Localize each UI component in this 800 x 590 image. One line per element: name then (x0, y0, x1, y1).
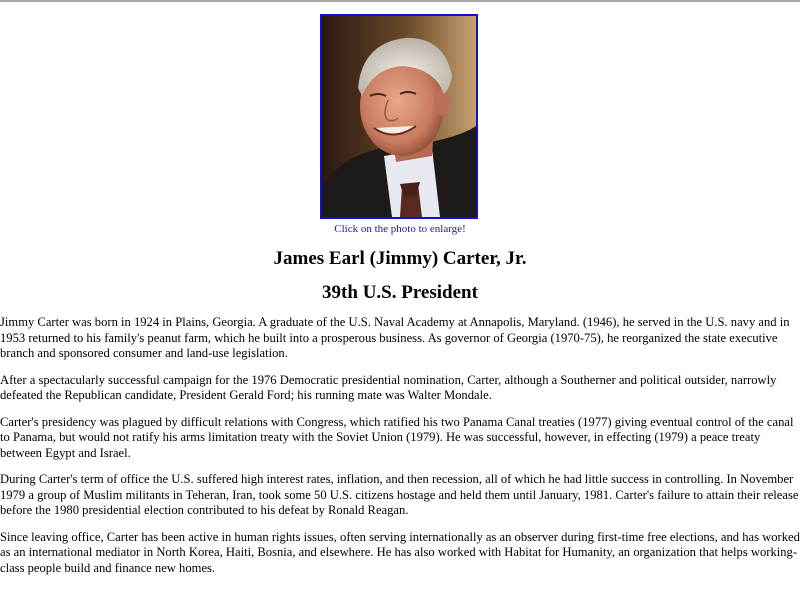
bio-paragraph: Carter's presidency was plagued by difficult relations with Congress, which ratified his two Panama Canal treaties (1977) giving eventual control of the canal to Panama, but would not ratify his arms limitation treaty with the Soviet Union (1979). He was successful, however, in effecting (1979) a peace treaty between Egypt and Israel. (0, 414, 794, 460)
bio-paragraph: Since leaving office, Carter has been active in human rights issues, often serving internationally as an observer during first-time free elections, and has worked as an international mediator in North Korea, Haiti, Bosnia, and elsewhere. He has also worked with Habitat for Humanity, an organization that helps working-class people build and finance new homes. (0, 529, 800, 575)
page-subtitle: 39th U.S. President (322, 282, 478, 303)
top-divider (0, 0, 800, 2)
portrait-photo (322, 16, 476, 217)
bio-paragraph: Jimmy Carter was born in 1924 in Plains, Georgia. A graduate of the U.S. Naval Academy at Annapolis, Maryland. (1946), he served in the U.S. navy and in 1953 returned to his family's peanut farm, which he built into a prosperous business. As governor of Georgia (1970-75), he reorganized the state executive branch and sponsored consumer and land-use legislation. (0, 315, 790, 360)
biography (0, 315, 800, 587)
photo-enlarge-link[interactable]: Click on the photo to enlarge! (334, 223, 466, 235)
bio-paragraph: After a spectacularly successful campaign for the 1976 Democratic presidential nomination, Carter, although a Southerner and political outsider, narrowly defeated the Republican candidate, President Gerald Ford; his running mate was Walter Mondale. (0, 372, 777, 402)
portrait-photo-link[interactable] (320, 14, 478, 219)
bio-paragraph: During Carter's term of office the U.S. suffered high interest rates, inflation, and then recession, all of which he had little success in controlling. In November 1979 a group of Muslim militants in Teheran, Iran, took some 50 U.S. citizens hostage and held them until January, 1981. Carter's failure to attain their release before the 1980 presidential election contributed to his defeat by Ronald Reagan. (0, 472, 799, 517)
page-title: James Earl (Jimmy) Carter, Jr. (273, 248, 527, 269)
